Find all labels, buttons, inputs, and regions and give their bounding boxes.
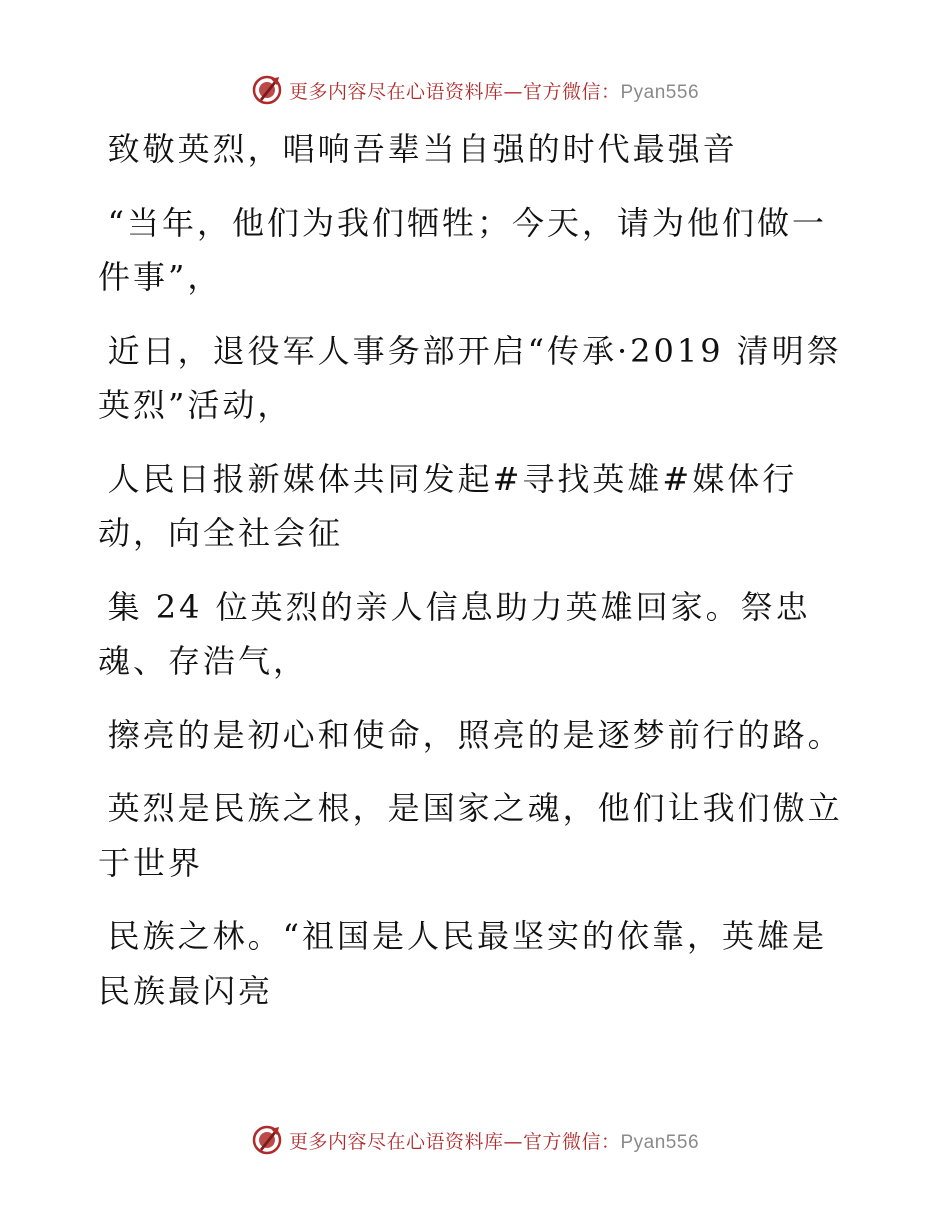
- footer-watermark-banner: [0, 1120, 950, 1160]
- paragraph-line: 民族之林。“祖国是人民最坚实的依靠，英雄是民族最闪亮: [98, 917, 827, 1010]
- paragraph-line: “当年，他们为我们牺牲；今天，请为他们做一件事”，: [98, 203, 827, 296]
- paragraph-line: 人民日报新媒体共同发起#寻找英雄#媒体行动，向全社会征: [98, 459, 798, 552]
- paragraph-line: 近日，退役军人事务部开启“传承·2019 清明祭英烈”活动，: [98, 331, 842, 424]
- quill-seal-logo-icon: [251, 1124, 283, 1156]
- watermark-text: 更多内容尽在心语资料库—官方微信：Pyan556: [288, 1130, 700, 1153]
- watermark-text: 更多内容尽在心语资料库—官方微信：Pyan556: [288, 80, 700, 103]
- header-watermark-banner: [0, 70, 950, 110]
- paragraph-line: 擦亮的是初心和使命，照亮的是逐梦前行的路。: [107, 715, 843, 754]
- paragraph-line: 致敬英烈，唱响吾辈当自强的时代最强音: [107, 130, 738, 168]
- paragraph-line: 集 24 位英烈的亲人信息助力英雄回家。祭忠魂、存浩气，: [98, 587, 811, 680]
- quill-seal-logo-icon: [251, 74, 283, 106]
- document-body: [98, 122, 858, 1018]
- wechat-id: Pyan556: [620, 81, 700, 103]
- wechat-id: Pyan556: [620, 1131, 700, 1153]
- paragraph-line: 英烈是民族之根，是国家之魂，他们让我们傲立于世界: [98, 789, 843, 882]
